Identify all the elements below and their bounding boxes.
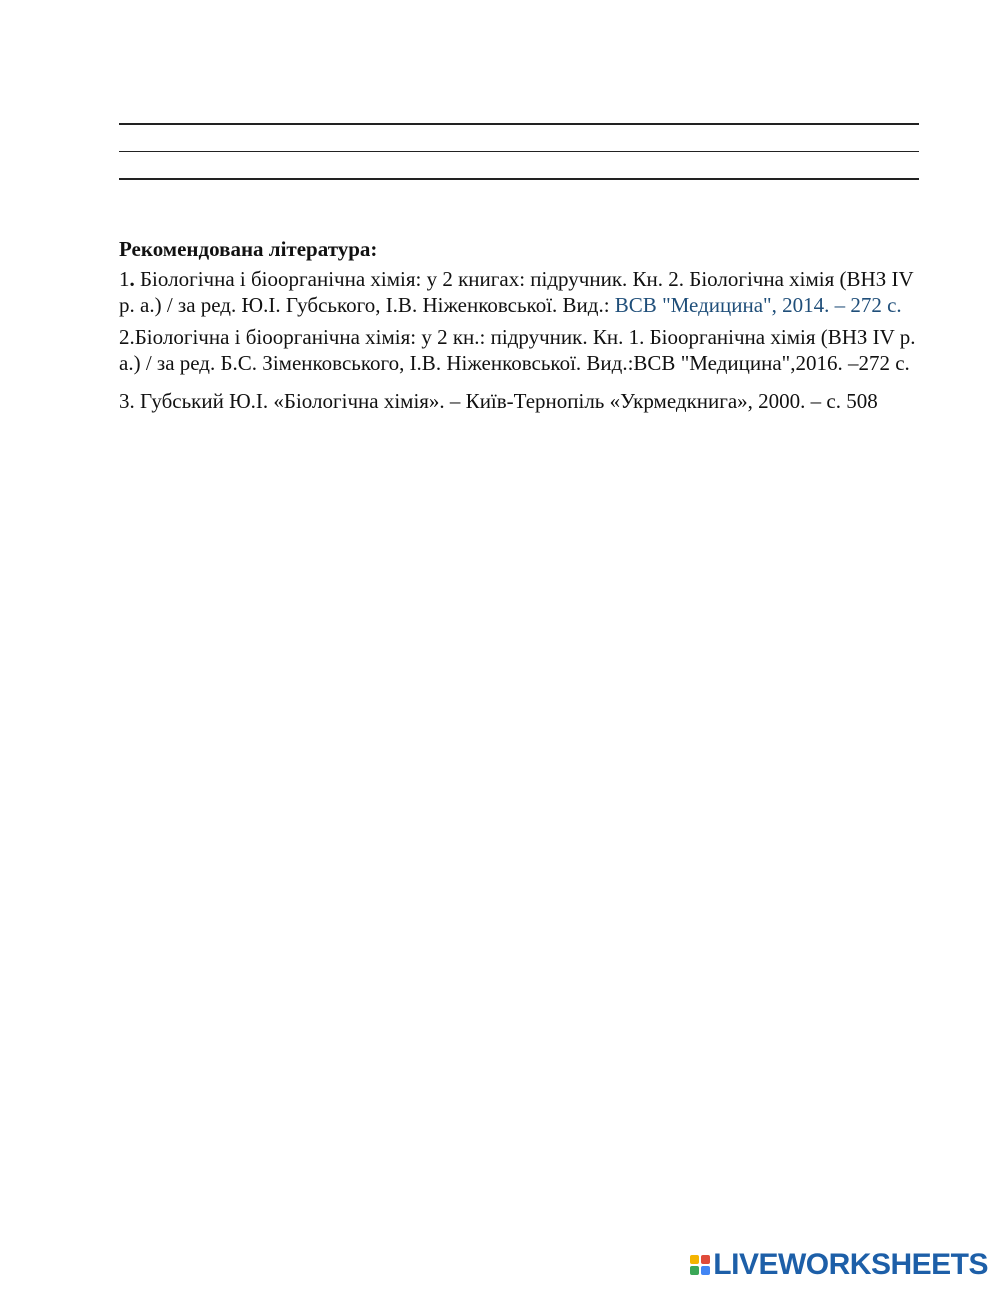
- liveworksheets-logo: [690, 1250, 988, 1280]
- recommended-literature: [119, 236, 919, 420]
- reference-number-punct: .: [129, 267, 135, 291]
- reference-item-2: 2.Біологічна і біоорганічна хімія: у 2 кн.: підручник. Кн. 1. Біоорганічна хімія (ВНЗ IV р. а.) / за ред. Б.С. Зіменковського, І.В. Ніженковської. Вид.:ВСВ "Медицина",2016. –272 с.: [119, 325, 916, 375]
- logo-block: [701, 1266, 710, 1275]
- answer-line[interactable]: [119, 151, 919, 153]
- reference-item-3: 3. Губський Ю.І. «Біологічна хімія». – Київ-Тернопіль «Укрмедкнига», 2000. – с. 508: [119, 389, 878, 413]
- logo-blocks-icon: [690, 1255, 710, 1275]
- reference-number: 1: [119, 267, 130, 291]
- answer-line[interactable]: [119, 123, 919, 125]
- answer-lines: [119, 123, 919, 206]
- literature-heading: Рекомендована література:: [119, 237, 378, 261]
- logo-text: LIVEWORKSHEETS: [713, 1248, 988, 1281]
- logo-block: [701, 1255, 710, 1264]
- answer-line[interactable]: [119, 178, 919, 180]
- logo-block: [690, 1266, 699, 1275]
- reference-publisher: ВСВ "Медицина", 2014. – 272 с.: [614, 293, 902, 317]
- logo-block: [690, 1255, 699, 1264]
- reference-item-1: [119, 266, 919, 318]
- reference-text: Біологічна і біоорганічна хімія: у 2 книгах: підручник. Кн. 2. Біологічна хімія (ВНЗ IV р. а.) / за ред. Ю.І. Губського, І.В. Ніженковської. Вид.:: [119, 267, 914, 317]
